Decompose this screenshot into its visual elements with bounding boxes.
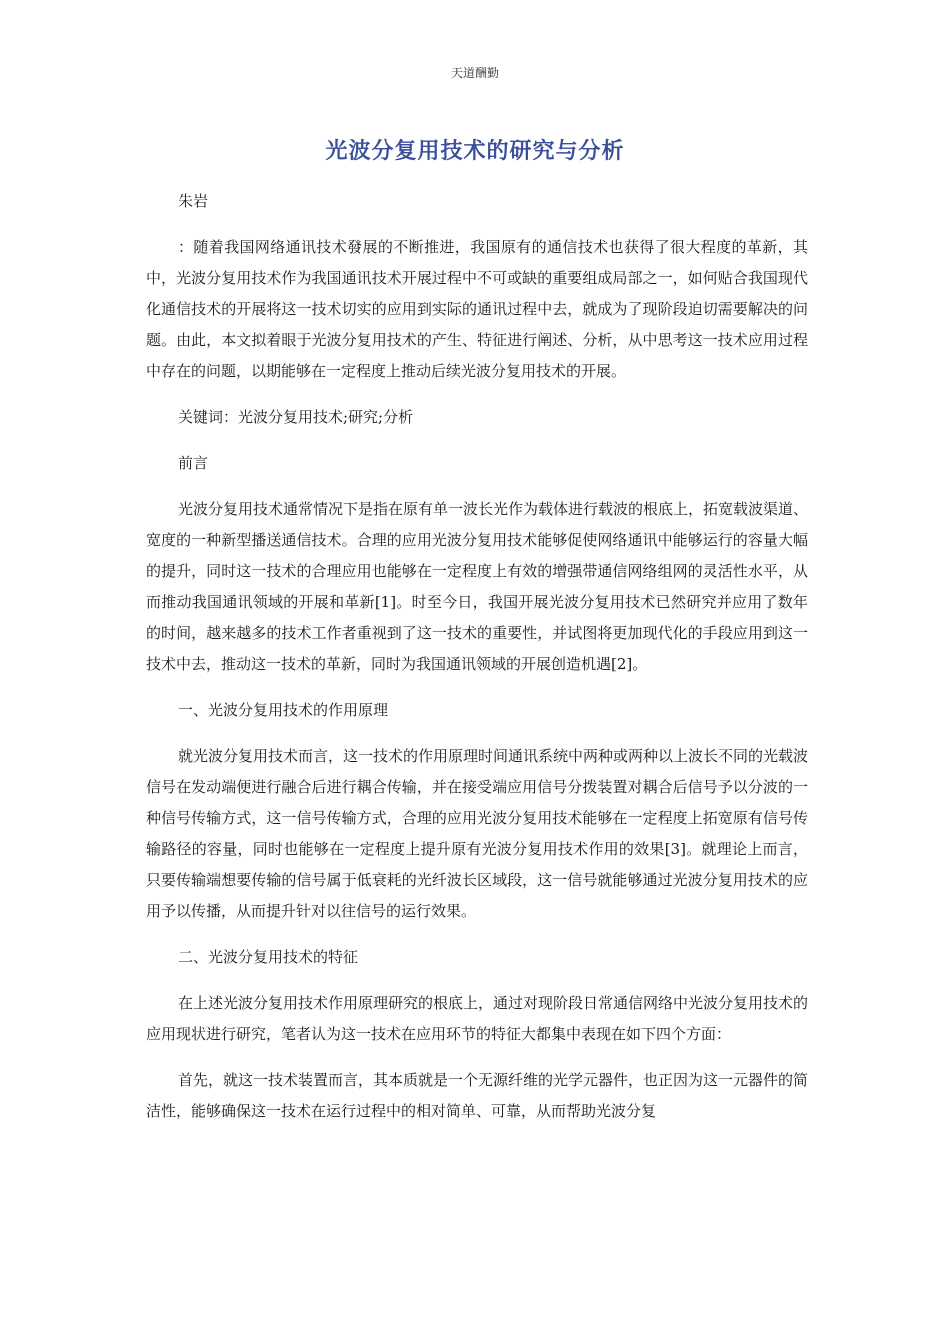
section1-heading: 一、光波分复用技术的作用原理	[178, 701, 389, 719]
section2-heading: 二、光波分复用技术的特征	[178, 948, 359, 966]
article-title: 光波分复用技术的研究与分析	[325, 139, 625, 164]
author-name: 朱岩	[178, 192, 209, 210]
running-header: 天道酬勤	[450, 66, 499, 80]
section2-first-point: 首先，就这一技术装置而言，其本质就是一个无源纤维的光学元器件，也正因为这一元器件的简洁性，能够确保这一技术在运行过程中的相对简单、可靠，从而帮助光波分复	[146, 1071, 809, 1120]
preface-heading: 前言	[178, 454, 209, 472]
keywords-line: 关键词：光波分复用技术;研究;分析	[178, 408, 414, 426]
section2-paragraph: 在上述光波分复用技术作用原理研究的根底上，通过对现阶段日常通信网络中光波分复用技术的应用现状进行研究，笔者认为这一技术在应用环节的特征大都集中表现在如下四个方面：	[146, 994, 809, 1043]
abstract-paragraph: ：随着我国网络通讯技术發展的不断推进，我国原有的通信技术也获得了很大程度的革新，其中，光波分复用技术作为我国通讯技术开展过程中不可或缺的重要组成局部之一，如何贴合我国现代化通信技术的开展将这一技术切实的应用到实际的通讯过程中去，就成为了现阶段迫切需要解决的问题。由此，本文拟着眼于光波分复用技术的产生、特征进行阐述、分析，从中思考这一技术应用过程中存在的问题，以期能够在一定程度上推动后续光波分复用技术的开展。	[146, 238, 808, 380]
article-body	[146, 186, 808, 1142]
section1-paragraph: 就光波分复用技术而言，这一技术的作用原理时间通讯系统中两种或两种以上波长不同的光载波信号在发动端便进行融合后进行耦合传输，并在接受端应用信号分拨装置对耦合后信号予以分波的一种信号传输方式，这一信号传输方式，合理的应用光波分复用技术能够在一定程度上拓宽原有信号传输路径的容量，同时也能够在一定程度上提升原有光波分复用技术作用的效果[3]。就理论上而言，只要传输端想要传输的信号属于低衰耗的光纤波长区域段，这一信号就能够通过光波分复用技术的应用予以传播，从而提升针对以往信号的运行效果。	[146, 747, 809, 920]
preface-paragraph: 光波分复用技术通常情况下是指在原有单一波长光作为载体进行载波的根底上，拓宽载波渠道、宽度的一种新型播送通信技术。合理的应用光波分复用技术能够促使网络通讯中能够运行的容量大幅的提升，同时这一技术的合理应用也能够在一定程度上有效的增强带通信网络组网的灵活性水平，从而推动我国通讯领域的开展和革新[1]。时至今日，我国开展光波分复用技术已然研究并应用了数年的时间，越来越多的技术工作者重视到了这一技术的重要性，并试图将更加现代化的手段应用到这一技术中去，推动这一技术的革新，同时为我国通讯领域的开展创造机遇[2]。	[146, 500, 809, 673]
